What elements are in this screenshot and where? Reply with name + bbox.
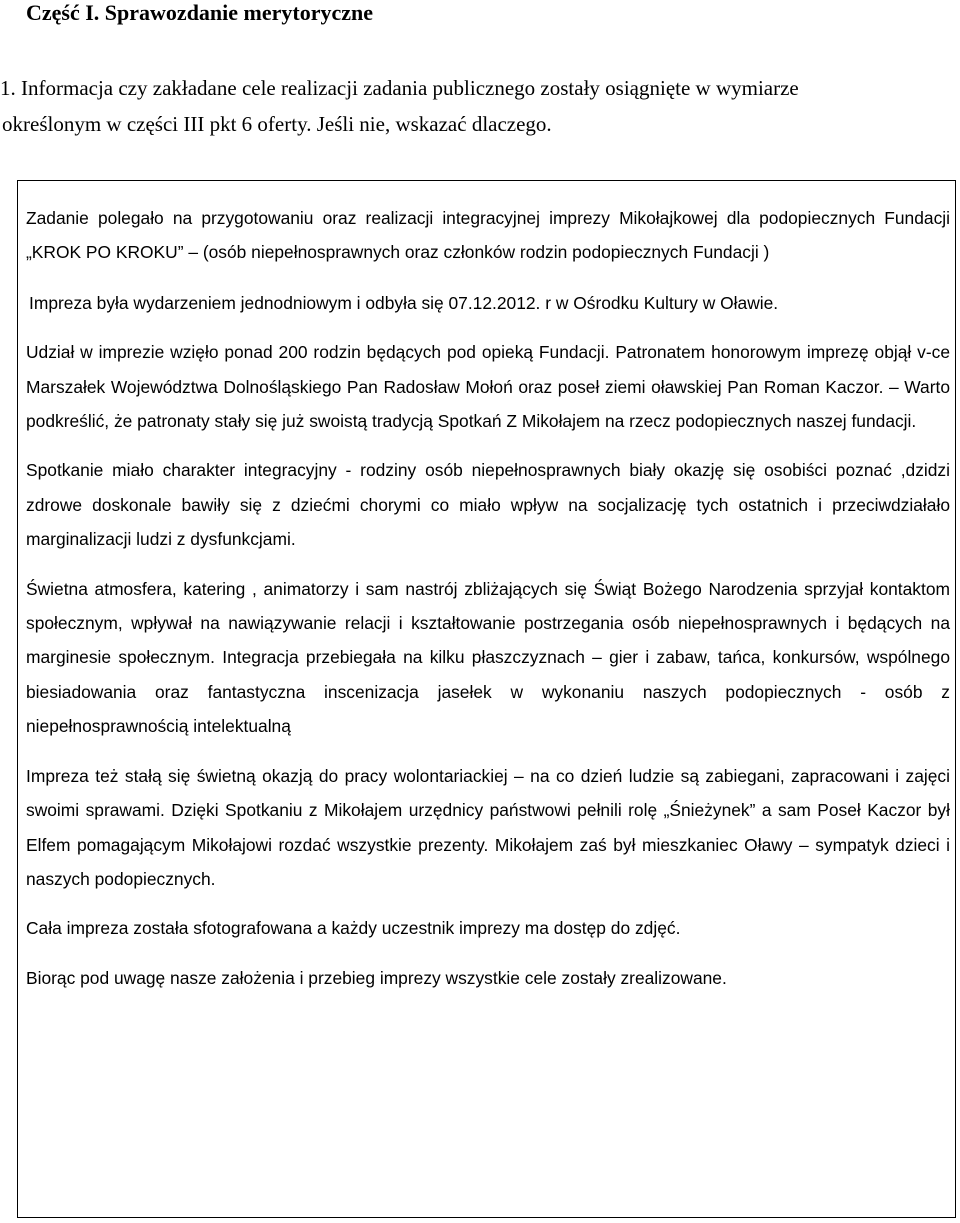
answer-paragraph-conclusion: Biorąc pod uwagę nasze założenia i przebieg imprezy wszystkie cele zostały zrealizowane. <box>26 967 727 988</box>
question-line-2: określonym w części III pkt 6 oferty. Jeśli nie, wskazać dlaczego. <box>2 112 552 136</box>
answer-paragraph-event-date: Impreza była wydarzeniem jednodniowym i odbyła się 07.12.2012. r w Ośrodku Kultury w Oławie. <box>29 292 779 313</box>
answer-paragraph-volunteering: Impreza też stałą się świetną okazją do pracy wolontariackiej – na co dzień ludzie są zabiegani, zapracowani i zajęci swoimi sprawami. Dzięki Spotkaniu z Mikołajem urzędnicy państwowi pełnili rolę „Śnieżynek” a sam Poseł Kaczor był Elfem pomagającym Mikołajowi rozdać wszystkie prezenty. Mikołajem zaś był mieszkaniec Oławy – sympatyk dzieci i naszych podopiecznych. <box>26 765 950 889</box>
answer-content <box>26 201 950 995</box>
question-text <box>0 70 930 142</box>
section-heading: Część I. Sprawozdanie merytoryczne <box>26 0 374 25</box>
answer-paragraph-task: Zadanie polegało na przygotowaniu oraz realizacji integracyjnej imprezy Mikołajkowej dla podopiecznych Fundacji „KROK PO KROKU” – (osób niepełnosprawnych oraz członków rodzin podopiecznych Fundacji ) <box>26 208 950 263</box>
answer-paragraph-photos: Cała impreza została sfotografowana a każdy uczestnik imprezy ma dostęp do zdjęć. <box>26 918 681 939</box>
answer-paragraph-integration: Spotkanie miało charakter integracyjny - rodziny osób niepełnosprawnych biały okazję się osobiści poznać ,dzidzi zdrowe doskonale bawiły się z dziećmi chorymi co miało wpływ na socjalizację tych ostatnich i przeciwdziałało marginalizacji ludzi z dysfunkcjami. <box>26 460 950 550</box>
answer-paragraph-participation: Udział w imprezie wzięło ponad 200 rodzin będących pod opieką Fundacji. Patronatem honorowym imprezę objął v-ce Marszałek Województwa Dolnośląskiego Pan Radosław Mołoń oraz poseł ziemi oławskiej Pan Roman Kaczor. – Warto podkreślić, że patronaty stały się już swoistą tradycją Spotkań Z Mikołajem na rzecz podopiecznych naszej fundacji. <box>26 342 950 432</box>
answer-paragraph-atmosphere: Świetna atmosfera, katering , animatorzy i sam nastrój zbliżających się Świąt Bożego Narodzenia sprzyjał kontaktom społecznym, wpływał na nawiązywanie relacji i kształtowanie postrzegania osób niepełnosprawnych i będących na marginesie społecznym. Integracja przebiegała na kilku płaszczyznach – gier i zabaw, tańca, konkursów, wspólnego biesiadowania oraz fantastyczna inscenizacja jasełek w wykonaniu naszych podopiecznych - osób z niepełnosprawnością intelektualną <box>26 578 950 737</box>
question-line-1: 1. Informacja czy zakładane cele realizacji zadania publicznego zostały osiągnięte w wymiarze <box>0 76 799 100</box>
answer-box <box>17 180 956 1218</box>
